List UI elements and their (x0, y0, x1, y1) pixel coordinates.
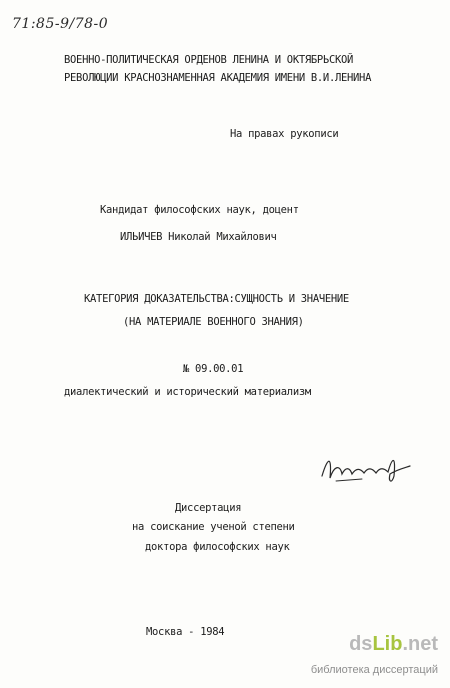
specialty-name: диалектический и исторический материализм (64, 386, 311, 398)
city-year: Москва - 1984 (146, 626, 225, 638)
institution-line-1: ВОЕННО-ПОЛИТИЧЕСКАЯ ОРДЕНОВ ЛЕНИНА И ОКТЯБРЬСКОЙ (64, 54, 354, 66)
dissertation-title-line-1: КАТЕГОРИЯ ДОКАЗАТЕЛЬСТВА:СУЩНОСТЬ И ЗНАЧЕНИЕ (84, 293, 349, 305)
author-degree: Кандидат философских наук, доцент (100, 204, 299, 216)
dissertation-degree-line: на соискание ученой степени (132, 521, 295, 533)
dissertation-field-line: доктора философских наук (145, 541, 290, 553)
institution-line-2: РЕВОЛЮЦИИ КРАСНОЗНАМЕННАЯ АКАДЕМИЯ ИМЕНИ В.И.ЛЕНИНА (64, 72, 372, 84)
logo-part-net: .net (402, 633, 438, 655)
archive-code: 71:85-9/78-0 (12, 16, 109, 32)
dslib-logo (349, 633, 438, 656)
logo-part-ds: ds (349, 633, 373, 655)
dissertation-title-line-2: (НА МАТЕРИАЛЕ ВОЕННОГО ЗНАНИЯ) (123, 316, 304, 328)
dslib-subtitle: библиотека диссертаций (310, 664, 438, 676)
logo-part-lib: Lib (372, 633, 403, 655)
manuscript-rights: На правах рукописи (230, 128, 339, 140)
dissertation-label: Диссертация (175, 502, 242, 514)
specialty-code: № 09.00.01 (183, 363, 244, 375)
author-name: ИЛЬИЧЕВ Николай Михайлович (120, 231, 277, 243)
signature (318, 448, 414, 488)
